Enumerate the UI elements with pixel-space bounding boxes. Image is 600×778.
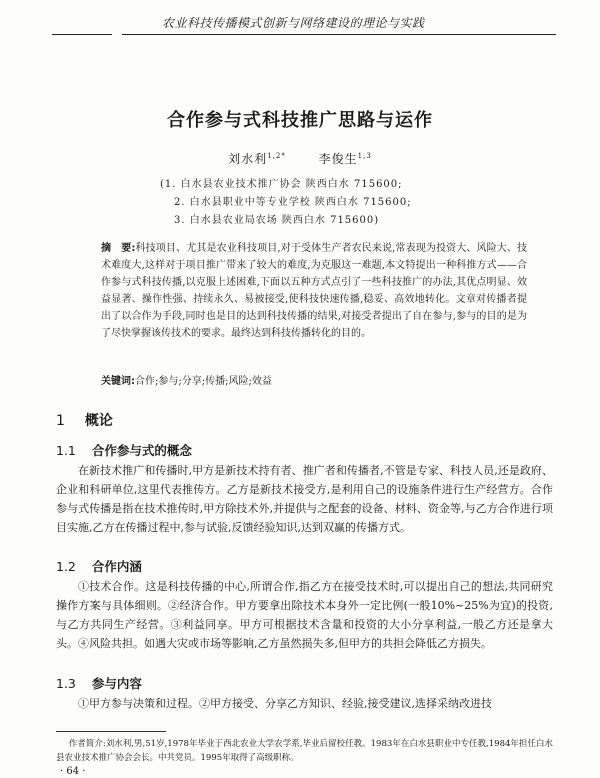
abstract-label: 摘 要: [101, 243, 136, 254]
body-paragraph: ①甲方参与决策和过程。②甲方接受、分享乙方知识、经验,接受建议,选择采纳改进技 [78, 697, 492, 710]
section-heading [56, 410, 113, 430]
subsection-heading [56, 674, 142, 692]
subsection-heading [56, 441, 192, 459]
article-title: 合作参与式科技推广思路与运作 [167, 110, 433, 131]
affiliation-line: 3. 白水县农业局农场 陕西白水 715600) [174, 215, 380, 226]
author-affiliation-mark: 1,2* [267, 152, 286, 160]
abstract-text: 科技项目、尤其是农业科技项目,对于受体生产者农民来说,常表现为投资大、风险大、技术难度大,这样对于项目推广带来了较大的难度,为克服这一难题,本文特提出一种科推方式——合作参与式科技传播,以克服上述困难,下面以五种方式点引了一些科技推广的办法,其优点明显、效益显著、操作性强、持续永久、易被接受,使科技快速传播,稳妥、高效地转化。文章对传播者提出了以合作为手段,同时也是目的达到科技传播的结果,对接受者提出了自在参与,参与的目的是为了尽快掌握该传技术的要求。最终达到科技传播转化的目的。 [101, 243, 528, 339]
subsection-number: 1.1 [56, 443, 76, 458]
body-paragraph: ①技术合作。这是科技传播的中心,所谓合作,指乙方在接受技术时,可以提出自己的想法,共同研究操作方案与具体细则。②经济合作。甲方要拿出除技术本身外一定比例(一般10%~25%为宜)的投资,与乙方共同生产经营。③利益同享。甲方可根据技术含量和投资的大小分享利益,一般乙方还是拿大头。④风险共担。如遇大灾或市场等影响,乙方虽然损失多,但甲方的共担会降低乙方损失。 [56, 580, 553, 650]
subsection-title: 合作内涵 [91, 559, 142, 574]
body-paragraph: 在新技术推广和传播时,甲方是新技术持有者、推广者和传播者,不管是专家、科技人员,还是政府、企业和科研单位,这里代表推传方。乙方是新技术接受方,是利用自己的设施条件进行生产经营方。合作参与式传播是指在技术推传时,甲方除技术外,并提供与之配套的设备、材料、资金等,与乙方合作进行项目实施,乙方在传播过程中,参与试验,反馈经验知识,达到双赢的传播方式。 [56, 464, 553, 534]
footnote: 作者简介:刘水利,男,51岁,1978年毕业于西北农业大学农学系,毕业后留校任教。1983年在白水县职业中专任教,1984年担任白水县农业技术推广协会会长。中共党员。1995年取得了高级职称。 [56, 739, 553, 763]
subsection-heading [56, 557, 142, 575]
affiliation-line: 2. 白水县职业中等专业学校 陕西白水 715600; [174, 197, 412, 208]
keywords-label: 关键词: [101, 376, 135, 387]
header-rule-right [122, 34, 556, 35]
author-line [0, 150, 600, 167]
section-title: 概论 [84, 413, 113, 429]
abstract [101, 240, 527, 342]
page-number: · 64 · [60, 766, 86, 777]
keywords-text: 合作;参与;分享;传播;风险;效益 [135, 376, 272, 387]
running-header [52, 12, 556, 38]
affiliation-line: (1. 白水县农业技术推广协会 陕西白水 715600; [160, 179, 403, 190]
header-rule-left [52, 34, 112, 35]
subsection-title: 参与内容 [91, 676, 142, 691]
subsection-title: 合作参与式的概念 [91, 443, 192, 458]
footnote-rule [56, 731, 166, 732]
author-name: 刘水利 [228, 152, 268, 166]
author-name: 李俊生 [318, 152, 358, 166]
author-affiliation-mark: 1,3 [357, 152, 372, 160]
keywords [101, 372, 272, 387]
subsection-number: 1.3 [56, 676, 76, 691]
subsection-number: 1.2 [56, 559, 76, 574]
section-number: 1 [56, 413, 65, 429]
running-title: 农业科技传播模式创新与网络建设的理论与实践 [162, 16, 425, 30]
